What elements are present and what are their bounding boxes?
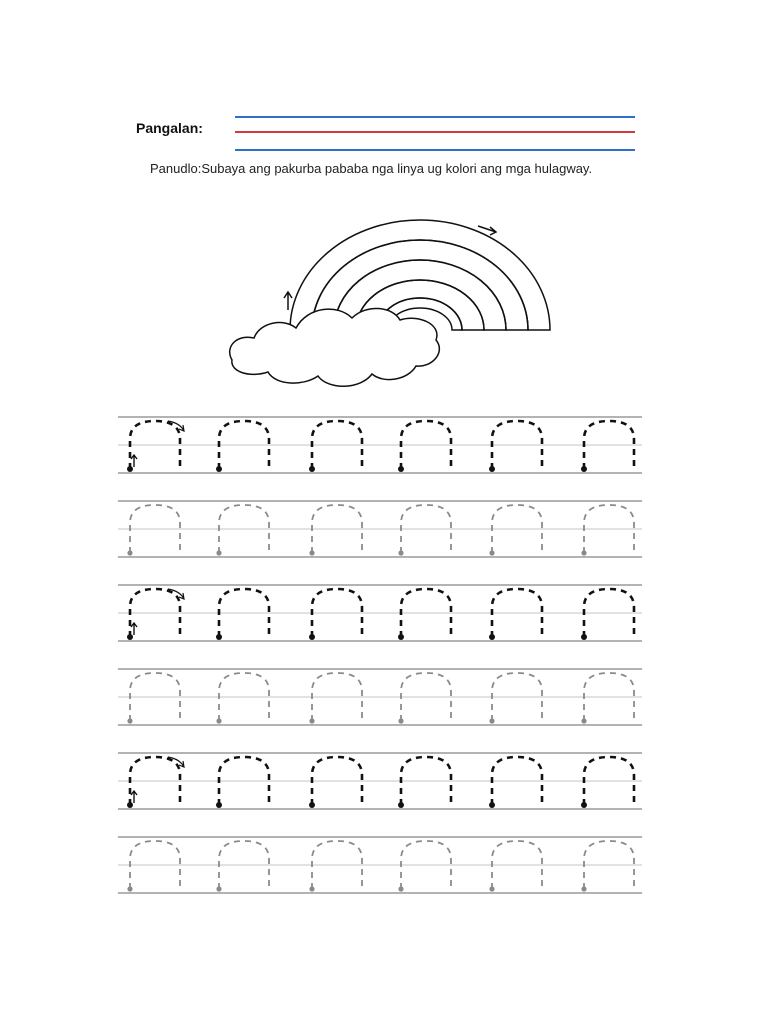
start-dot: [309, 550, 314, 555]
start-dot: [489, 550, 494, 555]
tracing-row[interactable]: [118, 501, 642, 557]
start-dot: [216, 886, 221, 891]
start-dot: [309, 886, 314, 891]
start-dot: [309, 802, 315, 808]
start-dot: [216, 550, 221, 555]
start-dot: [489, 634, 495, 640]
name-label: Pangalan:: [136, 120, 203, 136]
up-arrow-icon: [131, 455, 137, 467]
start-dot: [398, 466, 404, 472]
start-dot: [398, 718, 403, 723]
start-dot: [398, 550, 403, 555]
tracing-row[interactable]: [118, 585, 642, 641]
up-arrow-icon: [131, 791, 137, 803]
start-dot: [127, 550, 132, 555]
start-dot: [581, 466, 587, 472]
start-dot: [216, 634, 222, 640]
tracing-row[interactable]: [118, 753, 642, 809]
start-dot: [398, 886, 403, 891]
instructions-text: Panudlo:Subaya ang pakurba pababa nga linya ug kolori ang mga hulagway.: [150, 161, 593, 176]
start-dot: [309, 466, 315, 472]
tracing-row[interactable]: [118, 669, 642, 725]
start-dot: [127, 886, 132, 891]
start-dot: [398, 802, 404, 808]
start-dot: [489, 802, 495, 808]
start-dot: [489, 886, 494, 891]
start-dot: [127, 718, 132, 723]
start-dot: [581, 802, 587, 808]
tracing-row[interactable]: [118, 417, 642, 473]
start-dot: [581, 550, 586, 555]
start-dot: [398, 634, 404, 640]
start-dot: [127, 634, 133, 640]
start-dot: [309, 634, 315, 640]
start-dot: [581, 718, 586, 723]
tracing-row[interactable]: [118, 837, 642, 893]
start-dot: [216, 466, 222, 472]
start-dot: [581, 886, 586, 891]
start-dot: [489, 718, 494, 723]
start-dot: [489, 466, 495, 472]
start-dot: [216, 718, 221, 723]
up-arrow-icon: [131, 623, 137, 635]
start-dot: [127, 802, 133, 808]
start-dot: [216, 802, 222, 808]
start-dot: [127, 466, 133, 472]
start-dot: [581, 634, 587, 640]
start-dot: [309, 718, 314, 723]
